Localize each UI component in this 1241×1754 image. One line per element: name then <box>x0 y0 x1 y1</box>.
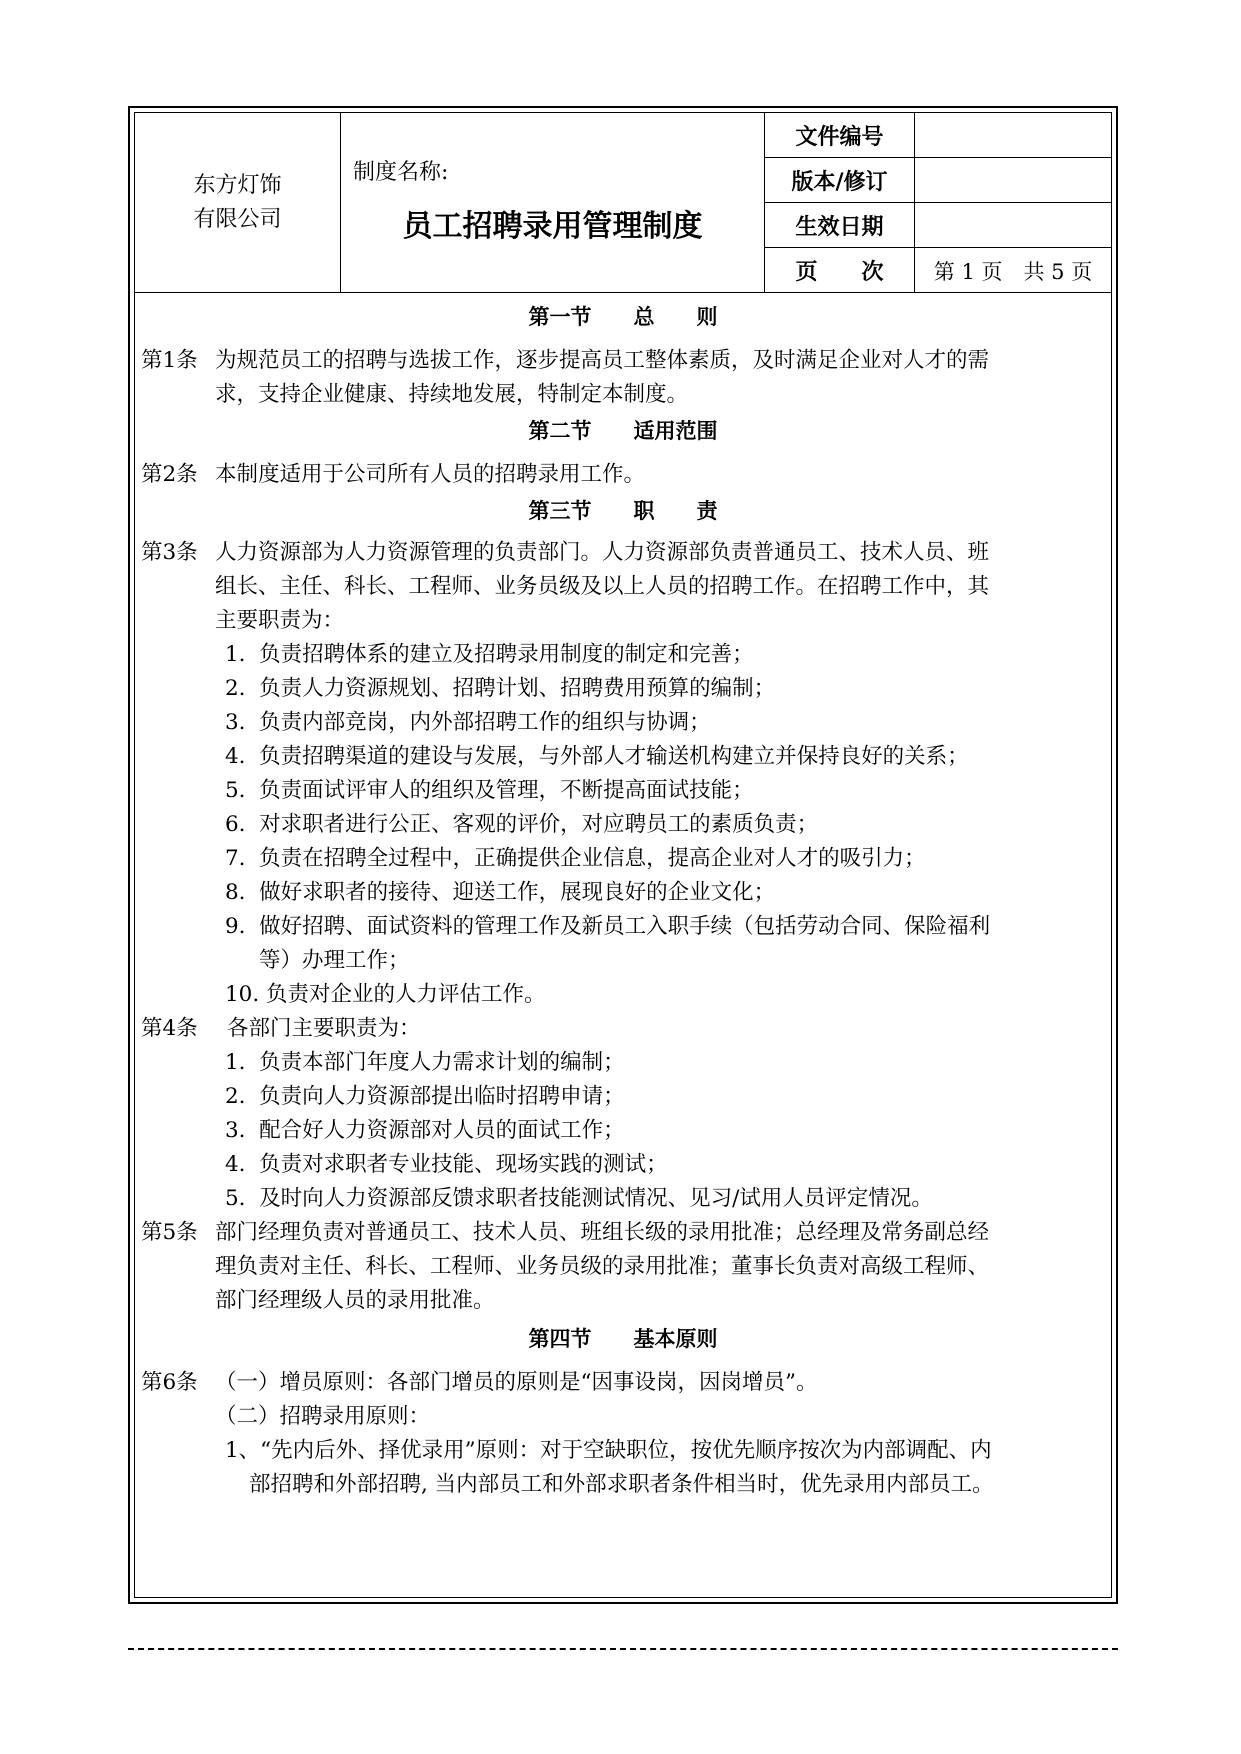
article-3-label: 第3条 <box>141 540 198 565</box>
article-3-item: 7. 负责在招聘全过程中，正确提供企业信息，提高企业对人才的吸引力； <box>225 846 926 871</box>
article-3-item: 3. 负责内部竞岗，内外部招聘工作的组织与协调； <box>225 710 711 735</box>
article-2-label: 第2条 <box>141 462 198 487</box>
article-5-line: 理负责对主任、科长、工程师、业务员级的录用批准；董事长负责对高级工程师、 <box>215 1254 990 1279</box>
info-row-file-number <box>765 113 1111 158</box>
article-1-label: 第1条 <box>141 348 198 373</box>
document-header <box>135 113 1111 293</box>
article-6-item: 1、“先内后外、择优录用”原则：对于空缺职位，按优先顺序按次为内部调配、内 <box>225 1438 992 1463</box>
article-6-label: 第6条 <box>141 1370 198 1395</box>
policy-title: 员工招聘录用管理制度 <box>402 209 703 244</box>
file-number-value <box>915 113 1111 157</box>
page-value: 第 1 页 共 5 页 <box>933 259 1093 284</box>
article-5-label: 第5条 <box>141 1220 198 1245</box>
info-row-version <box>765 158 1111 203</box>
section-heading-4: 第四节 基本原则 <box>528 1327 718 1351</box>
company-name-line1: 东方灯饰 <box>193 172 282 198</box>
article-4-item: 1. 负责本部门年度人力需求计划的编制； <box>225 1050 625 1075</box>
article-4-item: 4. 负责对求职者专业技能、现场实践的测试； <box>225 1152 668 1177</box>
page-cut-line <box>128 1648 1118 1650</box>
document-info-grid <box>765 113 1111 292</box>
document-frame <box>128 106 1118 1604</box>
document-inner-frame <box>134 112 1112 1598</box>
section-heading-2: 第二节 适用范围 <box>528 419 718 443</box>
article-3-item: 8. 做好求职者的接待、迎送工作，展现良好的企业文化； <box>225 880 776 905</box>
policy-name-label: 制度名称: <box>353 160 449 185</box>
document-body <box>135 293 1111 1597</box>
section-heading-3: 第三节 职 责 <box>528 499 718 523</box>
article-5-line: 部门经理级人员的录用批准。 <box>215 1288 495 1313</box>
article-3-line: 人力资源部为人力资源管理的负责部门。人力资源部负责普通员工、技术人员、班 <box>215 540 990 565</box>
article-6-line: （二）招聘录用原则： <box>215 1404 431 1429</box>
effective-date-value <box>915 203 1111 247</box>
article-4-item: 5. 及时向人力资源部反馈求职者技能测试情况、见习/试用人员评定情况。 <box>225 1186 933 1211</box>
article-3-item: 6. 对求职者进行公正、客观的评价，对应聘员工的素质负责； <box>225 812 819 837</box>
article-2-line: 本制度适用于公司所有人员的招聘录用工作。 <box>215 462 646 487</box>
version-label: 版本/修订 <box>765 158 915 202</box>
effective-date-label: 生效日期 <box>765 203 915 247</box>
article-3-line: 组长、主任、科长、工程师、业务员级及以上人员的招聘工作。在招聘工作中，其 <box>215 574 990 599</box>
info-row-effective-date <box>765 203 1111 248</box>
policy-name-cell <box>341 113 765 292</box>
page-label: 页 次 <box>765 248 915 293</box>
article-3-item: 1. 负责招聘体系的建立及招聘录用制度的制定和完善； <box>225 642 754 667</box>
version-value <box>915 158 1111 202</box>
article-3-item: 10. 负责对企业的人力评估工作。 <box>225 982 546 1007</box>
article-5-line: 部门经理负责对普通员工、技术人员、班组长级的录用批准；总经理及常务副总经 <box>215 1220 990 1245</box>
article-1-line: 求，支持企业健康、持续地发展，特制定本制度。 <box>215 382 689 407</box>
article-4-item: 2. 负责向人力资源部提出临时招聘申请； <box>225 1084 625 1109</box>
article-6-item-continuation: 部招聘和外部招聘, 当内部员工和外部求职者条件相当时，优先录用内部员工。 <box>249 1472 994 1497</box>
company-name-line2: 有限公司 <box>193 206 282 232</box>
article-3-item: 5. 负责面试评审人的组织及管理，不断提高面试技能； <box>225 778 754 803</box>
article-4-label: 第4条 <box>141 1016 198 1041</box>
article-4-line: 各部门主要职责为： <box>227 1016 421 1041</box>
article-3-item: 4. 负责招聘渠道的建设与发展，与外部人才输送机构建立并保持良好的关系； <box>225 744 969 769</box>
company-name <box>135 113 341 292</box>
article-3-item: 2. 负责人力资源规划、招聘计划、招聘费用预算的编制； <box>225 676 776 701</box>
article-3-line: 主要职责为： <box>215 608 345 633</box>
article-3-item: 9. 做好招聘、面试资料的管理工作及新员工入职手续（包括劳动合同、保险福利 <box>225 914 991 939</box>
section-heading-1: 第一节 总 则 <box>528 305 718 329</box>
file-number-label: 文件编号 <box>765 113 915 157</box>
article-1-line: 为规范员工的招聘与选拔工作，逐步提高员工整体素质，及时满足企业对人才的需 <box>215 348 990 373</box>
article-4-item: 3. 配合好人力资源部对人员的面试工作； <box>225 1118 625 1143</box>
info-row-page <box>765 248 1111 293</box>
article-3-item-continuation: 等）办理工作； <box>259 948 410 973</box>
article-6-line: （一）增员原则：各部门增员的原则是“因事设岗，因岗增员”。 <box>215 1370 818 1395</box>
